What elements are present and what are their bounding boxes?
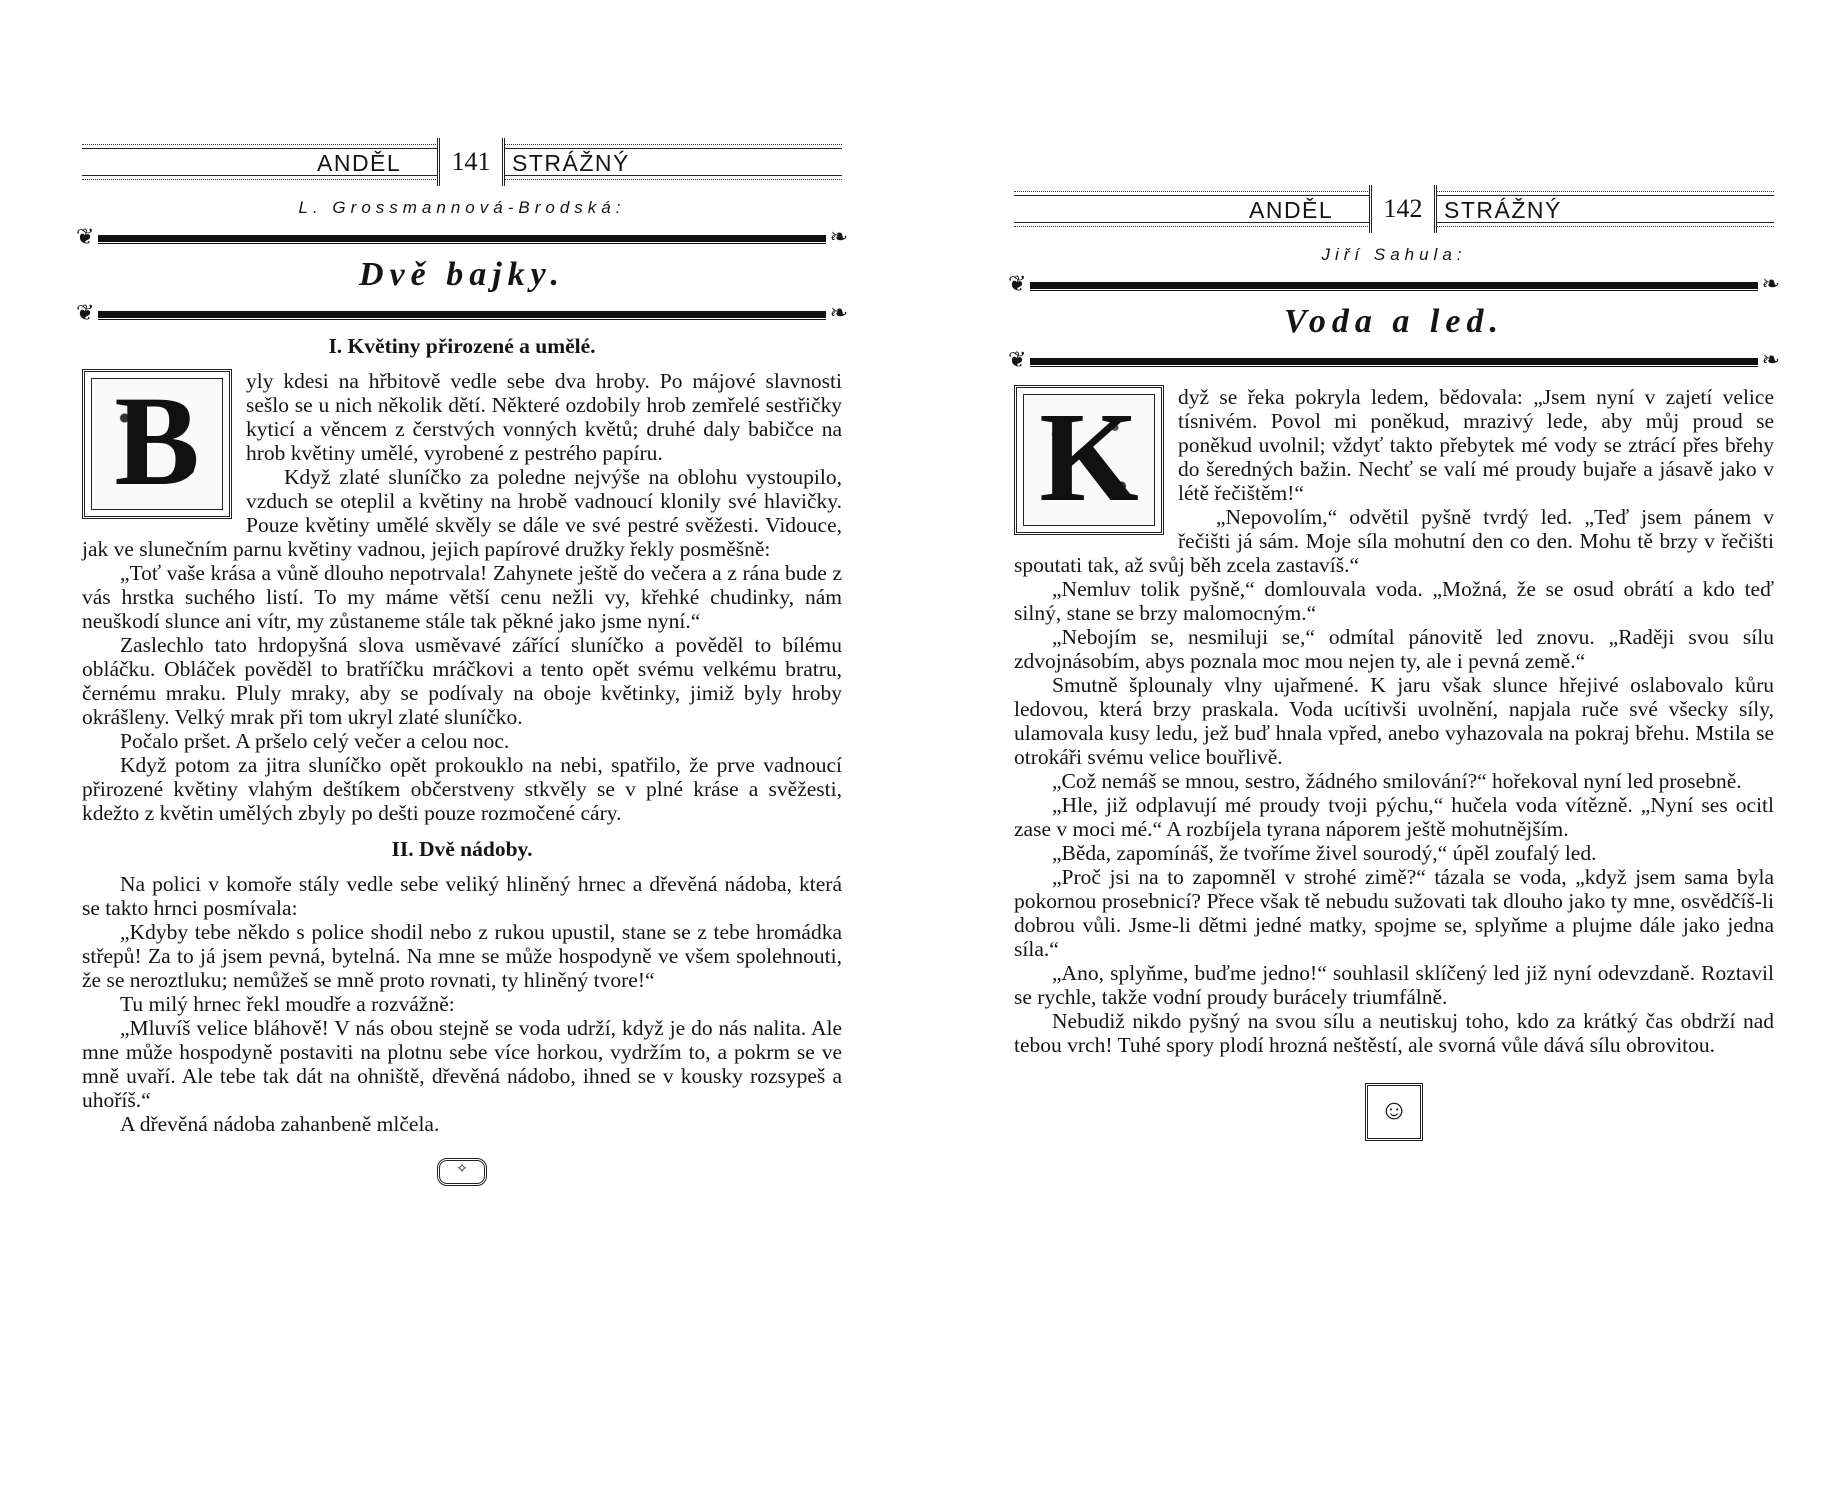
dropcap-ornament — [1014, 385, 1164, 535]
paragraph: „Mluvíš velice bláhově! V nás obou stejně se voda udrží, když je do nás nalita. Ale mne může hospodyně postaviti na plotnu sebe více horkou, vydržím to, a pokrm se ve mně uvaří. Ale tebe tak dát na ohniště, dřevěná nádobo, ihned se v kousky rozsypeš a uhoříš.“ — [82, 1016, 842, 1112]
paragraph: „Hle, již odplavují mé proudy tvoji pýchu,“ hučela voda vítězně. „Nyní ses ocitl zase v moci mé.“ A rozbíjela tyrana náporem ještě mohutnějším. — [1014, 793, 1774, 841]
author: L. Grossmannová-Brodská: — [298, 198, 626, 217]
paragraph: „Nemluv tolik pyšně,“ domlouvala voda. „Možná, že se osud obrátí a kdo teď silný, stane se brzy malomocným.“ — [1014, 577, 1774, 625]
paragraph: „Toť vaše krása a vůně dlouho nepotrvala! Zahynete ještě do večera a z rána bude z vás hrstka suchého listí. To my máme větší cenu nežli vy, křehké chudinky, nám neuškodí slunce ani vítr, my zůstaneme stále tak pěkné jako jsme nyní.“ — [82, 561, 842, 633]
paragraph: Na polici v komoře stály vedle sebe veliký hliněný hrnec a dřevěná nádoba, která se takto hrnci posmívala: — [82, 872, 842, 920]
right-page — [1008, 185, 1780, 1141]
fleuron-icon: ❧ — [1761, 271, 1780, 296]
header-word-right: STRÁŽNÝ — [1444, 197, 1562, 223]
paragraph: „Proč jsi na to zapomněl v strohé zimě?“ tázala se voda, „když jsem sama byla pokornou prosebnicí? Přece však tě nebudu sužovati tak dlouho jako ty mne, osvědčíš-li dobrou vůli. Jsme-li dětmi jedné matky, spojme se, splyňme a plujme dále jako jedna síla.“ — [1014, 865, 1774, 961]
page-title: Dvě bajky. — [358, 256, 565, 293]
paragraph: „Nepovolím,“ odvětil pyšně tvrdý led. „Teď jsem pánem v řečišti já sám. Moje síla mohutní den co den. Mohu tě brzy v řečišti spoutati tak, až svůj běh zcela zastavíš.“ — [1014, 505, 1774, 577]
paragraph: „Běda, zapomínáš, že tvoříme živel sourodý,“ úpěl zoufalý led. — [1052, 841, 1597, 865]
running-header — [82, 138, 842, 186]
paragraph: Tu milý hrnec řekl moudře a rozvážně: — [120, 992, 455, 1016]
fleuron-icon: ❧ — [829, 300, 848, 325]
end-vignette-icon: ☺ — [1365, 1083, 1423, 1141]
story-text — [1014, 385, 1774, 1057]
paragraph: Nebudiž nikdo pyšný na svou sílu a neutiskuj toho, kdo za krátký čas obdrží nad tebou vrch! Tuhé spory plodí hrozná neštěstí, ale svorná vůle dává sílu obrovitou. — [1014, 1009, 1774, 1057]
dropcap-letter: K — [1039, 386, 1139, 528]
running-header — [1014, 185, 1774, 233]
end-vignette-icon: ✧ — [437, 1158, 487, 1186]
paragraph: Když zlaté sluníčko za poledne nejvýše na oblohu vystoupilo, vzduch se oteplil a květiny na hrobě vadnoucí klonily své hlavičky. Pouze květiny umělé skvěly se dále ve své pestré svěžesti. Vidouce, jak ve slunečním parnu květiny vadnou, jejich papírové družky řekly posměšně: — [82, 465, 842, 561]
ornamental-rule-bottom — [1008, 347, 1780, 372]
paragraph: Když potom za jitra sluníčko opět prokouklo na nebi, spatřilo, že prve vadnoucí přirozené květiny vlahým deštíkem občerstveny stkvěly se v plné kráse a svěžesti, kdežto z květin umělých zbyly po dešti pouze rozmočené cáry. — [82, 753, 842, 825]
ornamental-rule-top — [76, 224, 848, 249]
left-page — [76, 138, 848, 1186]
story-text — [82, 369, 842, 825]
ornamental-rule-bottom — [76, 300, 848, 325]
paragraph: yly kdesi na hřbitově vedle sebe dva hroby. Po májové slavnosti sešlo se u nich několik dětí. Některé ozdobily hrob zemřelé sestřičky kyticí a věncem z čerstvých vonných květů; druhé daly babičce na hrob květiny umělé, vyrobené z pestrého papíru. — [246, 369, 842, 465]
paragraph: dyž se řeka pokryla ledem, bědovala: „Jsem nyní v zajetí velice tísnivém. Povol mi poněkud, mrazivý lede, aby můj proud se poněkud uvolnil; vždyť takto přebytek mé vody se ztrácí přes břehy do šeredných bažin. Nechť se valí mé proudy bujaře a jásavě jako v létě řečištěm!“ — [1178, 385, 1774, 505]
paragraph: „Nebojím se, nesmiluji se,“ odmítal pánovitě led znovu. „Raději svou sílu zdvojnásobím, abys poznala moc mou nejen ty, ale i pevná země.“ — [1014, 625, 1774, 673]
author: Jiří Sahula: — [1321, 245, 1467, 264]
paragraph: „Kdyby tebe někdo s police shodil nebo z rukou upustil, stane se z tebe hromádka střepů! Za to já jsem pevná, bytelná. Na mne se může hospodyně ve všem spolehnouti, že se neroztluku; nemůžeš se mně proto rovnati, ty hliněný tvore!“ — [82, 920, 842, 992]
fleuron-icon: ❧ — [829, 224, 848, 249]
section-heading: I. Květiny přirozené a umělé. — [328, 334, 596, 358]
dropcap-letter: B — [114, 370, 200, 512]
paragraph: Smutně šplounaly vlny ujařmené. K jaru však slunce hřejivé oslabovalo kůru ledovou, která brzy praskala. Voda ucítivši uvolnění, napjala ruče své všecky síly, ulamovala kusy ledu, jež buď hnala vpřed, anebo vyhazovala na pokraj břehu. Mstila se otrokáři svému velice bouřlivě. — [1014, 673, 1774, 769]
page-title: Voda a led. — [1284, 303, 1504, 340]
dropcap-ornament — [82, 369, 232, 519]
header-word-right: STRÁŽNÝ — [512, 150, 630, 176]
ornamental-rule-top — [1008, 271, 1780, 296]
header-word-left: ANDĚL — [317, 150, 402, 176]
fleuron-icon: ❧ — [1761, 347, 1780, 372]
fleuron-icon: ❦ — [1008, 347, 1027, 372]
paragraph: Zaslechlo tato hrdopyšná slova usměvavé zářící sluníčko a pověděl to bílému obláčku. Obláček pověděl to bratříčku mráčkovi a tento opět svému velkému bratru, černému mraku. Pluly mraky, aby se podívaly na oboje květinky, jimiž byly hroby okrášleny. Velký mrak při tom ukryl zlaté sluníčko. — [82, 633, 842, 729]
page-number: 141 — [437, 138, 505, 186]
fleuron-icon: ❦ — [76, 300, 95, 325]
fleuron-icon: ❦ — [1008, 271, 1027, 296]
section-heading: II. Dvě nádoby. — [391, 837, 533, 861]
story-text — [82, 872, 842, 1136]
page-number: 142 — [1369, 185, 1437, 233]
paragraph: Počalo pršet. A pršelo celý večer a celou noc. — [120, 729, 510, 753]
header-word-left: ANDĚL — [1249, 197, 1334, 223]
fleuron-icon: ❦ — [76, 224, 95, 249]
paragraph: „Což nemáš se mnou, sestro, žádného smilování?“ hořekoval nyní led prosebně. — [1052, 769, 1742, 793]
paragraph: „Ano, splyňme, buďme jedno!“ souhlasil sklíčený led již nyní odevzdaně. Roztavil se rychle, takže vodní proudy burácely triumfálně. — [1014, 961, 1774, 1009]
paragraph: A dřevěná nádoba zahanbeně mlčela. — [120, 1112, 440, 1136]
